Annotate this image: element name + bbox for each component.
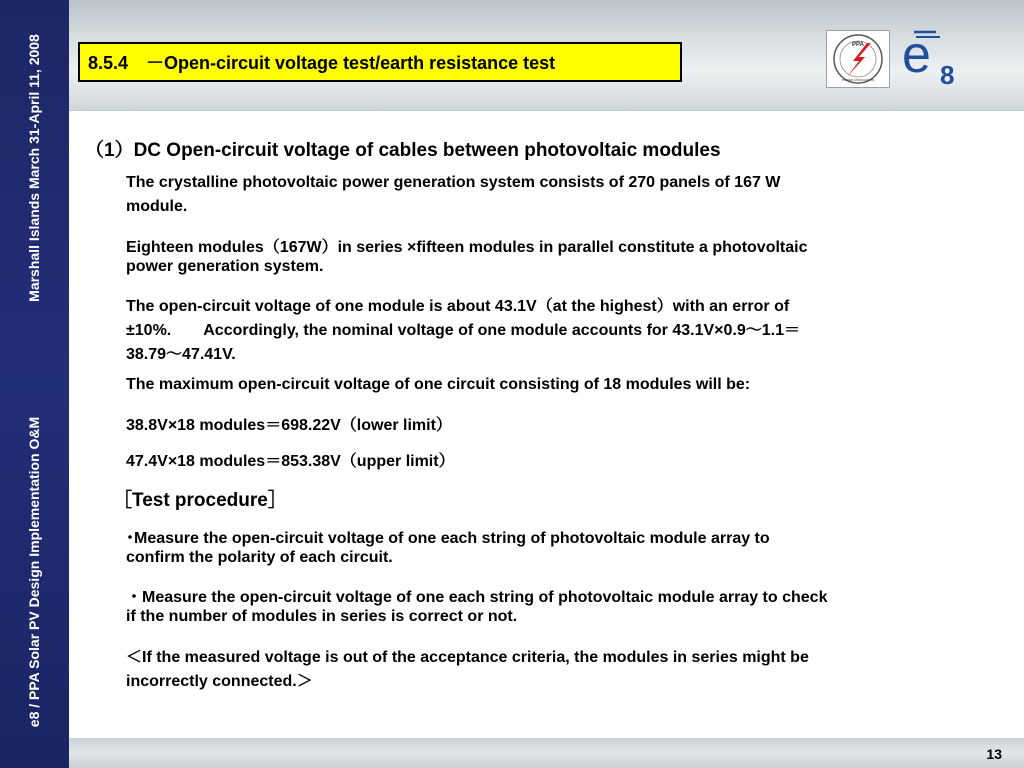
slide-title xyxy=(78,42,682,82)
slide-content xyxy=(69,110,1024,740)
procedure-line: if the number of modules in series is correct or not. xyxy=(126,608,518,625)
ppa-logo-icon xyxy=(827,31,889,87)
section-heading: （1）DC Open-circuit voltage of cables between photovoltaic modules xyxy=(85,140,721,161)
page-number: 13 xyxy=(986,746,1002,762)
footer-band xyxy=(69,738,1024,768)
e8-logo-icon xyxy=(900,18,970,90)
procedure-line: confirm the polarity of each circuit. xyxy=(126,549,393,566)
sidebar-event-text: Marshall Islands March 31-April 11, 2008 xyxy=(26,34,42,302)
body-line: 38.8V×18 modules＝698.22V（lower limit） xyxy=(126,417,452,434)
body-line: The open-circuit voltage of one module is about 43.1V（at the highest）with an error of xyxy=(126,298,790,315)
body-line: The crystalline photovoltaic power generation system consists of 270 panels of 167 W xyxy=(126,174,781,191)
body-line: Eighteen modules（167W）in series ×fifteen modules in parallel constitute a photovoltaic xyxy=(126,239,808,256)
e8-logo-digit: 8 xyxy=(940,60,955,90)
procedure-line: ・Measure the open-circuit voltage of one each string of photovoltaic module array to check xyxy=(126,589,828,606)
body-line: The maximum open-circuit voltage of one circuit consisting of 18 modules will be: xyxy=(126,376,751,393)
body-line: module. xyxy=(126,198,188,215)
procedure-line: incorrectly connected.＞ xyxy=(126,673,313,690)
body-line: power generation system. xyxy=(126,258,324,275)
body-line: ±10%. Accordingly, the nominal voltage of one module accounts for 43.1V×0.9～1.1＝ xyxy=(126,322,800,339)
procedure-line: ＜If the measured voltage is out of the acceptance criteria, the modules in series might be xyxy=(126,649,809,666)
procedure-line: ･Measure the open-circuit voltage of one each string of photovoltaic module array to xyxy=(126,530,770,547)
procedure-heading: ［Test procedure］ xyxy=(113,490,287,511)
e8-logo-letter: e xyxy=(902,26,931,84)
body-line: 47.4V×18 modules＝853.38V（upper limit） xyxy=(126,453,455,470)
ppa-logo-subtext: POWER ASSOCIATION xyxy=(841,78,875,82)
e8-logo xyxy=(900,18,970,90)
sidebar xyxy=(0,0,69,768)
body-line: 38.79～47.41V. xyxy=(126,346,236,363)
ppa-logo xyxy=(826,30,890,88)
slide-title-text: 8.5.4 －Open-circuit voltage test/earth resistance test xyxy=(88,53,556,73)
ppa-logo-label: PPA xyxy=(852,42,864,48)
sidebar-course-text: e8 / PPA Solar PV Design Implementation O&M xyxy=(26,416,42,728)
